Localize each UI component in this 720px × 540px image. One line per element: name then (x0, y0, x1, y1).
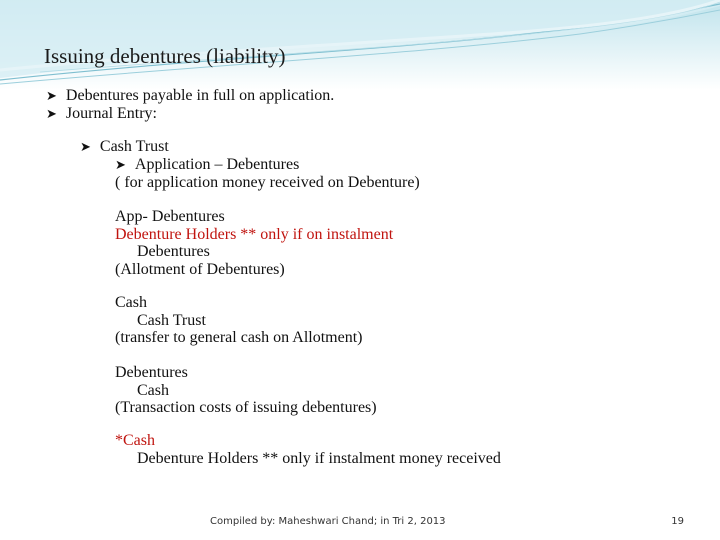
journal-entry-instalment (115, 432, 501, 467)
journal-entry-allotment (115, 208, 393, 278)
sub-bullet-text: Cash Trust (99, 138, 169, 155)
arrow-bullet-icon: ➤ (115, 157, 126, 172)
bullet-text: Debentures payable in full on application. (65, 87, 335, 104)
arrow-bullet-icon: ➤ (46, 88, 57, 103)
entry-line: Cash (115, 294, 147, 311)
entry-line: Cash (137, 381, 169, 399)
entry-line: Cash Trust (137, 311, 206, 329)
slide-title: Issuing debentures (liability) (44, 44, 286, 68)
bullet-journal-entry (46, 105, 157, 123)
entry-line: App- Debentures (115, 208, 225, 225)
entry-narration: (Allotment of Debentures) (115, 260, 285, 278)
arrow-bullet-icon: ➤ (46, 106, 57, 121)
journal-entry-costs (115, 364, 377, 417)
sub-sub-bullet-application (115, 156, 299, 174)
sub-sub-bullet-text: Application – Debentures (134, 156, 300, 173)
journal-entry-transfer (115, 294, 362, 347)
entry-line-highlight: Debenture Holders ** only if on instalment (115, 225, 394, 243)
entry-line: Debentures (137, 243, 210, 260)
page-number: 19 (671, 516, 684, 527)
entry-line: Debenture Holders ** only if instalment money received (137, 449, 501, 467)
sub-bullet-cash-trust (80, 138, 169, 156)
entry-narration: (transfer to general cash on Allotment) (115, 329, 363, 346)
entry-line-highlight: *Cash (115, 432, 155, 449)
arrow-bullet-icon: ➤ (80, 139, 91, 154)
application-note: ( for application money received on Debenture) (115, 174, 420, 191)
footer-credit: Compiled by: Maheshwari Chand; in Tri 2, 2013 (210, 516, 446, 527)
bullet-text: Journal Entry: (65, 105, 157, 122)
entry-narration: (Transaction costs of issuing debentures) (115, 399, 377, 416)
bullet-full-application (46, 87, 334, 105)
entry-line: Debentures (115, 364, 188, 381)
